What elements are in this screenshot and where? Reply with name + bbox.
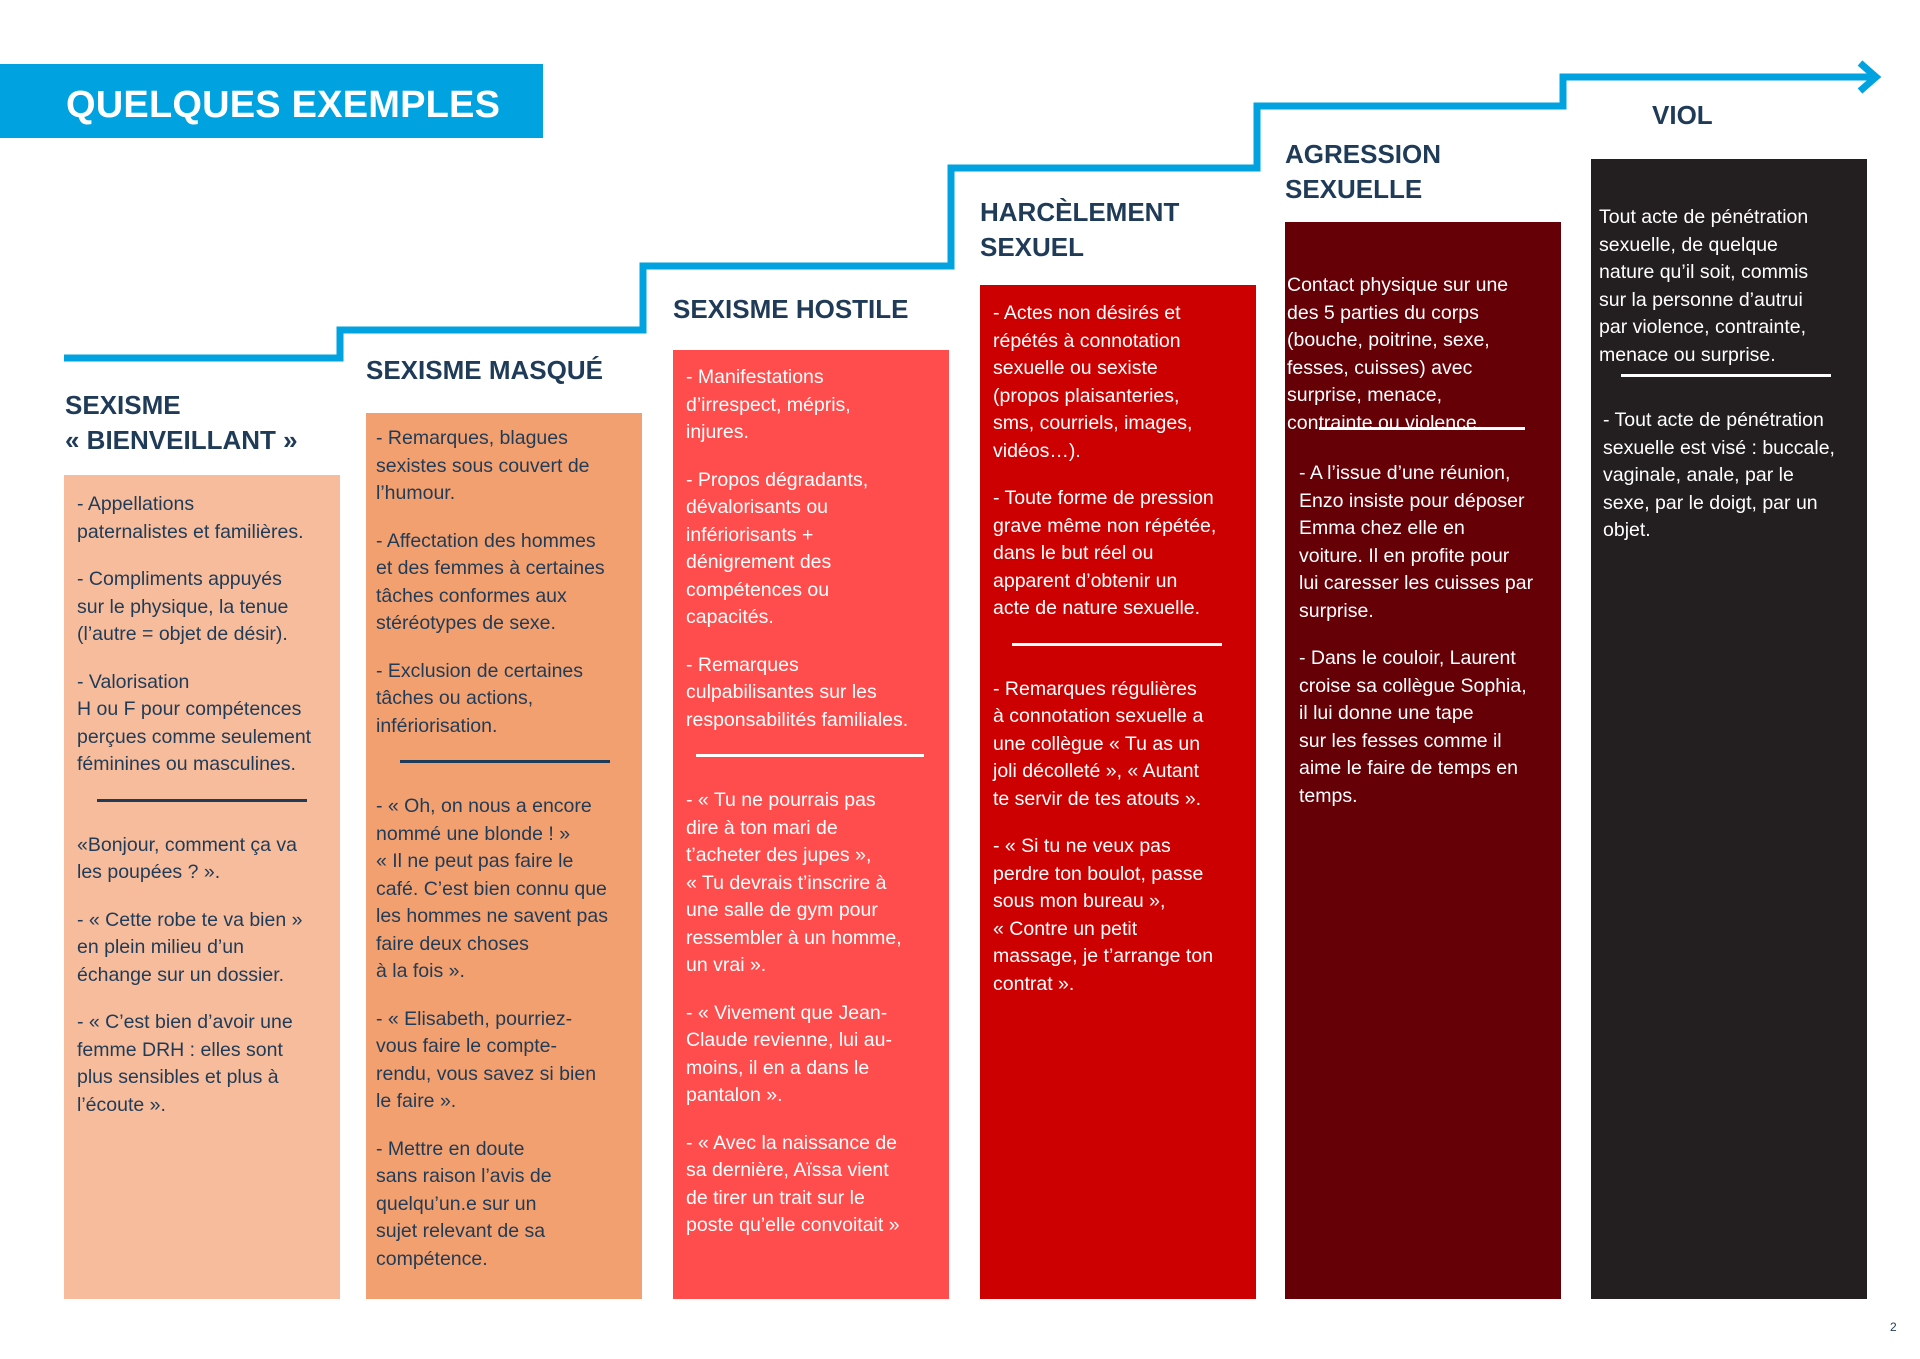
definition-item: - Valorisation H ou F pour compétences perçues comme seulement féminines ou masculines. [77,670,312,775]
page-number: 2 [1890,1320,1897,1334]
example-item: - « Si tu ne veux pas perdre ton boulot, passe sous mon bureau », « Contre un petit massage, je t’arrange ton contrat ». [993,835,1214,995]
heading-sexisme-masque: SEXISME MASQUÉ [366,355,603,385]
divider [400,760,610,763]
example-item: - « C’est bien d’avoir une femme DRH : elles sont plus sensibles et plus à l’écoute ». [77,1011,293,1116]
example-item: - « Tu ne pourrais pas dire à ton mari de t’acheter des jupes », « Tu devrais t’inscrire à une salle de gym pour ressembler à un homme, un vrai ». [686,789,902,976]
definition-item: - Exclusion de certaines tâches ou actions, infériorisation. [376,659,584,737]
definition-item: - Appellations paternalistes et familières. [77,493,304,543]
example-item: - « Elisabeth, pourriez- vous faire le compte- rendu, vous savez si bien le faire ». [376,1007,597,1112]
column-sexisme-hostile [673,350,949,1299]
definition-item: - Remarques culpabilisantes sur les responsabilités familiales. [686,653,909,731]
divider [1621,374,1831,377]
example-item: - Remarques régulières à connotation sexuelle a une collègue « Tu as un joli décolleté », « Autant te servir de tes atouts ». [993,677,1204,810]
divider [696,754,924,757]
example-item: «Bonjour, comment ça va les poupées ? ». [77,833,298,883]
heading-sexisme-bienveillant: SEXISME « BIENVEILLANT » [65,390,298,455]
page-title: QUELQUES EXEMPLES [66,84,501,126]
example-item: - « Cette robe te va bien » en plein milieu d’un échange sur un dossier. [77,908,303,986]
heading-harcelement-sexuel: HARCÈLEMENT SEXUEL [980,197,1180,262]
definition-item: - Toute forme de pression grave même non répétée, dans le but réel ou apparent d’obtenir un acte de nature sexuelle. [993,487,1217,619]
column-sexisme-bienveillant [64,475,340,1299]
example-item: - Dans le couloir, Laurent croise sa collègue Sophia, il lui donne une tape sur les fesses comme il aime le faire de temps en temps. [1299,647,1527,807]
definition-item: - Affectation des hommes et des femmes à certaines tâches conformes aux stéréotypes de sexe. [376,529,605,634]
column-viol [1591,159,1867,1299]
column-harcelement-sexuel [980,285,1256,1299]
example-item: - A l’issue d’une réunion, Enzo insiste pour déposer Emma chez elle en voiture. Il en profite pour lui caresser les cuisses par surprise. [1299,462,1534,622]
definition-item: Tout acte de pénétration sexuelle, de quelque nature qu’il soit, commis sur la personne d’autrui par violence, contrainte, menace ou surprise. [1599,206,1809,366]
heading-agression-sexuelle: AGRESSION SEXUELLE [1285,139,1442,204]
definition-item: - Compliments appuyés sur le physique, la tenue (l’autre = objet de désir). [77,568,289,645]
divider [1012,643,1222,646]
example-item: - Mettre en doute sans raison l’avis de quelqu’un.e sur un sujet relevant de sa compétence. [376,1137,552,1270]
column-agression-sexuelle [1285,222,1561,1299]
column-sexisme-masque [366,413,642,1299]
example-item: - Tout acte de pénétration sexuelle est visé : buccale, vaginale, anale, par le sexe, par le doigt, par un objet. [1603,409,1835,541]
example-item: - « Avec la naissance de sa dernière, Aïssa vient de tirer un trait sur le poste qu’elle convoitait » [686,1131,900,1236]
heading-sexisme-hostile: SEXISME HOSTILE [673,294,909,324]
example-item: - « Oh, on nous a encore nommé une blonde ! » « Il ne peut pas faire le café. C’est bien connu que les hommes ne savent pas faire deux choses à la fois ». [376,795,608,982]
definition-item: - Manifestations d’irrespect, mépris, injures. [686,366,851,443]
example-item: - « Vivement que Jean- Claude revienne, lui au- moins, il en a dans le pantalon ». [686,1001,892,1106]
definition-item: - Propos dégradants, dévalorisants ou infériorisants + dénigrement des compétences ou capacités. [686,468,869,628]
definition-item: - Remarques, blagues sexistes sous couvert de l’humour. [376,427,590,504]
divider [97,799,307,802]
definition-item: Contact physique sur une des 5 parties du corps (bouche, poitrine, sexe, fesses, cuisses) avec surprise, menace, contrainte ou violence. [1287,274,1509,434]
definition-item: - Actes non désirés et répétés à connotation sexuelle ou sexiste (propos plaisanteries, sms, courriels, images, vidéos…). [993,302,1193,462]
heading-viol: VIOL [1652,100,1713,130]
